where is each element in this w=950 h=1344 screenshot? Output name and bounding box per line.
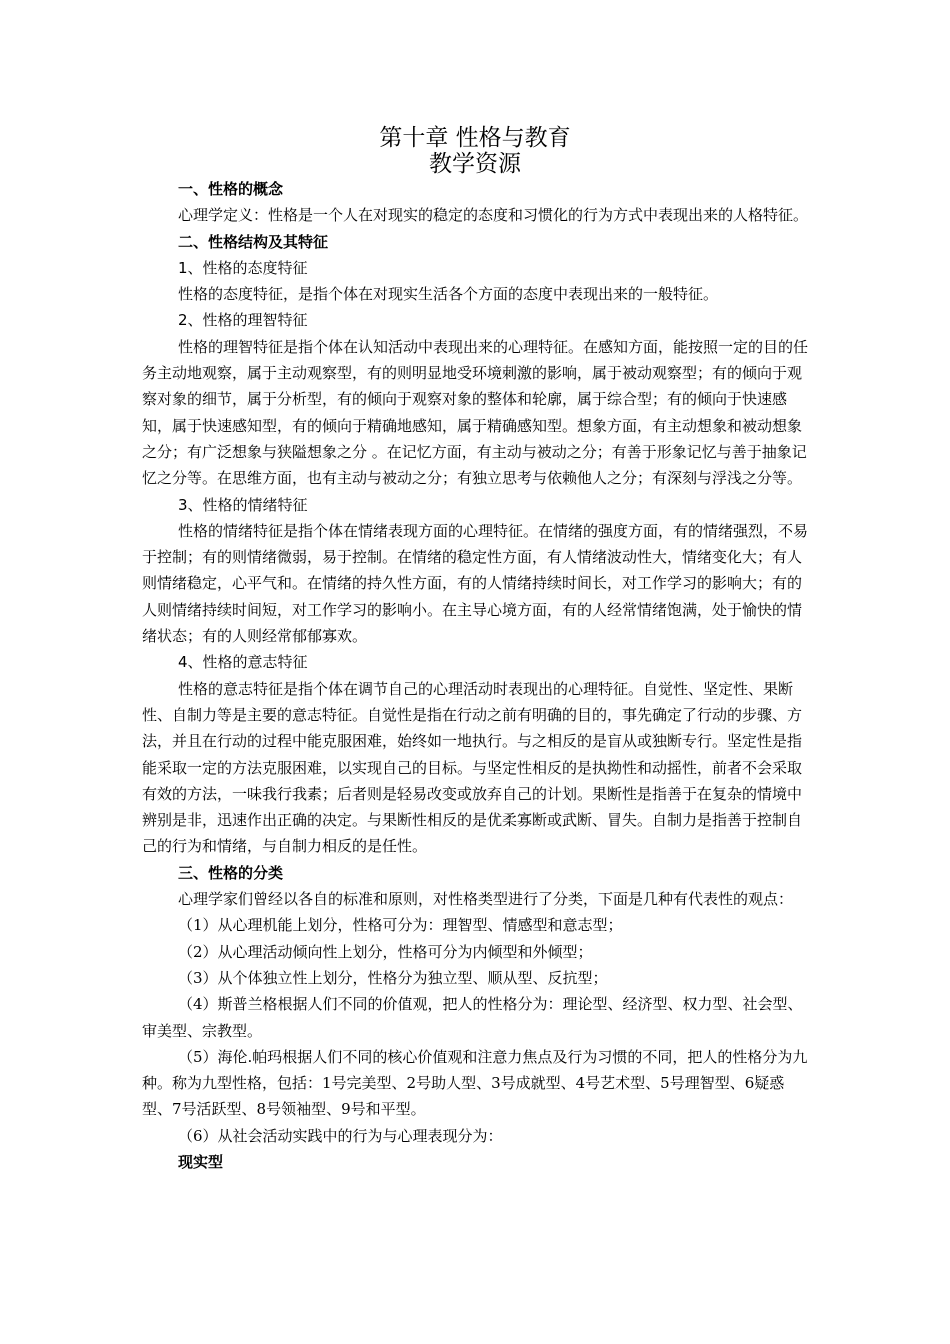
paragraph: 性格的情绪特征是指个体在情绪表现方面的心理特征。在情绪的强度方面，有的情绪强烈，不易于控制；有的则情绪微弱，易于控制。在情绪的稳定性方面，有人情绪波动性大，情绪变化大；有人则情绪稳定，心平气和。在情绪的持久性方面，有的人情绪持续时间长，对工作学习的影响大；有的人则情绪持续时间短，对工作学习的影响小。在主导心境方面，有的人经常情绪饱满，处于愉快的情绪状态；有的人则经常郁郁寡欢。 [142, 521, 809, 646]
subheading: 2、性格的理智特征 [178, 311, 308, 330]
subheading: 1、性格的态度特征 [178, 258, 308, 277]
document-body [142, 176, 812, 1175]
paragraph: 性格的意志特征是指个体在调节自己的心理活动时表现出的心理特征。自觉性、坚定性、果断性、自制力等是主要的意志特征。自觉性是指在行动之前有明确的目的，事先确定了行动的步骤、方法，并且在行动的过程中能克服困难，始终如一地执行。与之相反的是盲从或独断专行。坚定性是指能采取一定的方法克服困难，以实现自己的目标。与坚定性相反的是执拗性和动摇性，前者不会采取有效的方法，一味我行我素；后者则是轻易改变或放弃自己的计划。果断性是指善于在复杂的情境中辨别是非，迅速作出正确的决定。与果断性相反的是优柔寡断或武断、冒失。自制力是指善于控制自己的行为和情绪，与自制力相反的是任性。 [142, 679, 803, 856]
page-subtitle: 教学资源 [429, 151, 521, 177]
list-item: （2）从心理活动倾向性上划分，性格可分为内倾型和外倾型； [178, 942, 593, 961]
list-item: （6）从社会活动实践中的行为与心理表现分为： [178, 1126, 503, 1145]
section-heading-1: 一、性格的概念 [178, 180, 284, 198]
paragraph: 性格的理智特征是指个体在认知活动中表现出来的心理特征。在感知方面，能按照一定的目的任务主动地观察，属于主动观察型，有的则明显地受环境刺激的影响，属于被动观察型；有的倾向于观察对象的细节，属于分析型，有的倾向于观察对象的整体和轮廓，属于综合型；有的倾向于快速感知，属于快速感知型，有的倾向于精确地感知，属于精确感知型。想象方面，有主动想象和被动想象之分；有广泛想象与狭隘想象之分 。在记忆方面，有主动与被动之分；有善于形象记忆与善于抽象记忆之分等。在思维方面，也有主动与被动之分；有独立思考与依赖他人之分；有深刻与浮浅之分等。 [142, 337, 809, 488]
list-item: （4）斯普兰格根据人们不同的价值观，把人的性格分为：理论型、经济型、权力型、社会型、审美型、宗教型。 [142, 995, 803, 1040]
subheading: 3、性格的情绪特征 [178, 495, 308, 514]
section-heading-2: 二、性格结构及其特征 [178, 232, 329, 251]
page-title: 第十章 性格与教育 [379, 125, 571, 151]
type-heading: 现实型 [178, 1152, 224, 1171]
paragraph: 心理学家们曾经以各自的标准和原则，对性格类型进行了分类，下面是几种有代表性的观点： [178, 890, 794, 909]
list-item: （3）从个体独立性上划分，性格分为独立型、顺从型、反抗型； [178, 968, 608, 987]
paragraph: 心理学定义：性格是一个人在对现实的稳定的态度和习惯化的行为方式中表现出来的人格特征。 [178, 206, 809, 225]
list-item: （5）海伦.帕玛根据人们不同的核心价值观和注意力焦点及行为习惯的不同，把人的性格分为九种。称为九型性格，包括：1号完美型、2号助人型、3号成就型、4号艺术型、5号理智型、6疑惑型、7号活跃型、8号领袖型、9号和平型。 [142, 1047, 808, 1119]
subheading: 4、性格的意志特征 [178, 653, 308, 672]
section-heading-3: 三、性格的分类 [178, 863, 284, 882]
list-item: （1）从心理机能上划分，性格可分为：理智型、情感型和意志型； [178, 916, 623, 935]
paragraph: 性格的态度特征，是指个体在对现实生活各个方面的态度中表现出来的一般特征。 [178, 285, 719, 304]
